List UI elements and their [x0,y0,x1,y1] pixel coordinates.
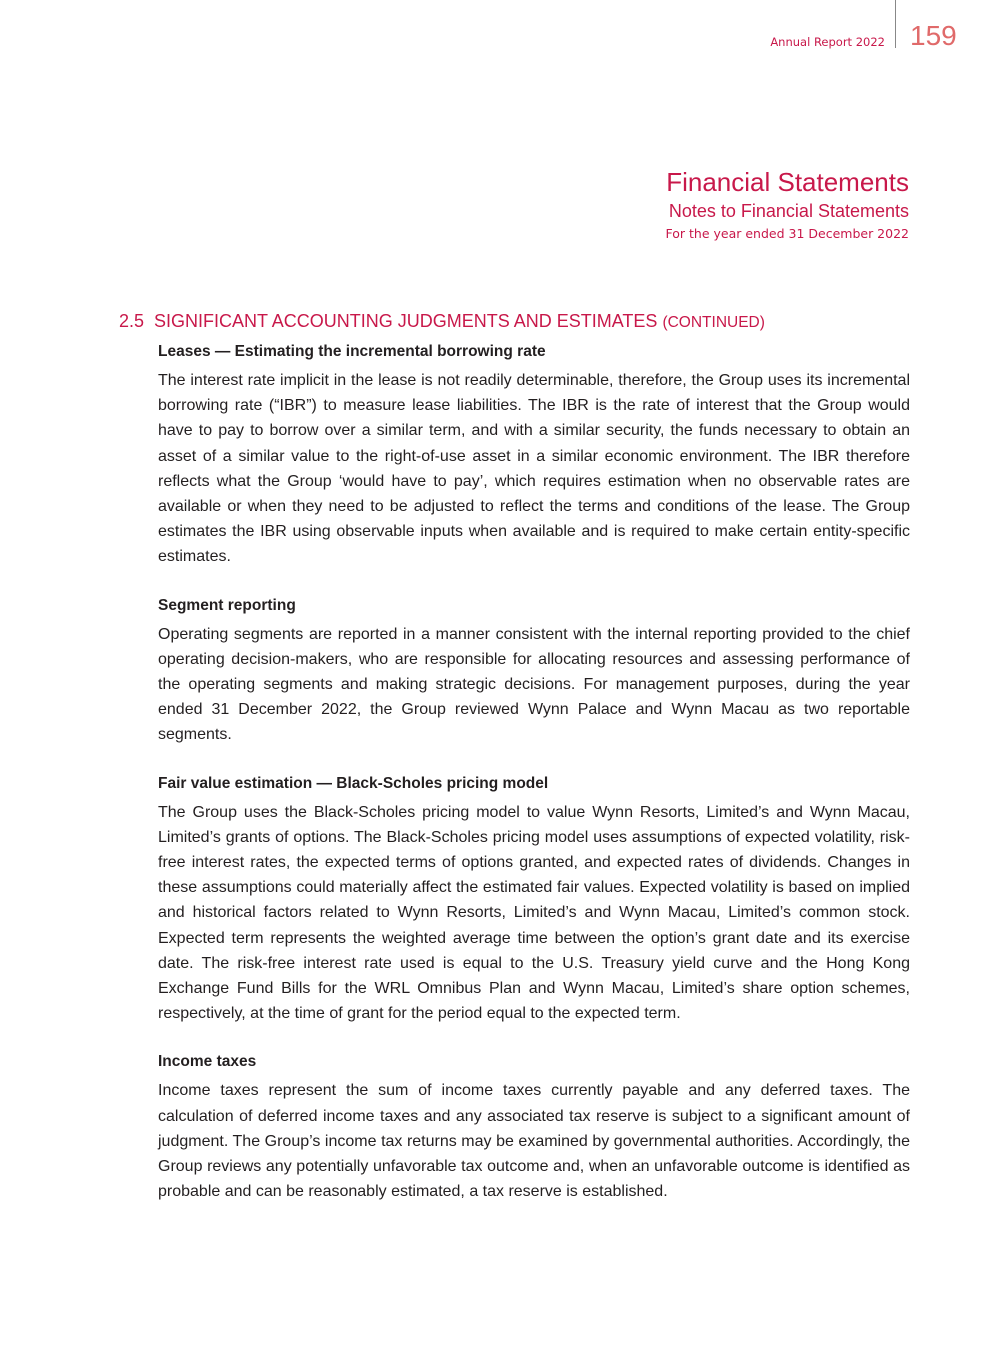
page-titles [666,166,909,244]
page-subtitle: Notes to Financial Statements [668,201,909,221]
subsection-body: Income taxes represent the sum of income taxes currently payable and any deferred taxes. The calculation of deferred income taxes and any associated tax reserve is subject to a significant amount of judgment. The Group’s income tax returns may be examined by governmental authorities. Accordingly, the Group reviews any potentially unfavorable tax outcome and, when an unfavorable outcome is identified as probable and can be reasonably estimated, a tax reserve is established. [158,1082,910,1201]
section-suffix: (CONTINUED) [662,314,765,331]
page-number: 159 [910,20,957,51]
section-title: SIGNIFICANT ACCOUNTING JUDGMENTS AND ESTIMATES [154,311,658,331]
subsection-heading: Fair value estimation — Black-Scholes pricing model [158,774,549,792]
section-heading [119,311,765,332]
section-content [158,341,910,1229]
page-title: Financial Statements [666,167,909,197]
subsection-body: The interest rate implicit in the lease is not readily determinable, therefore, the Group uses its incremental borrowing rate (“IBR”) to measure lease liabilities. The IBR is the rate of interest that the Group would have to pay to borrow over a similar term, and with a similar security, the funds necessary to obtain an asset of a similar value to the right-of-use asset in a similar economic environment. The IBR therefore reflects what the Group ‘would have to pay’, which requires estimation when no observable rates are available or when they need to be adjusted to reflect the terms and conditions of the lease. The Group estimates the IBR using observable inputs when available and is required to make certain entity-specific estimates. [158,372,910,566]
period-label: For the year ended 31 December 2022 [665,226,909,241]
subsection-heading: Segment reporting [158,596,296,614]
header-divider [895,0,896,48]
subsection-heading: Income taxes [158,1053,257,1071]
subsection-body: Operating segments are reported in a manner consistent with the internal reporting provided to the chief operating decision-makers, who are responsible for allocating resources and assessing performance of the operating segments and making strategic decisions. For management purposes, during the year ended 31 December 2022, the Group reviewed Wynn Palace and Wynn Macau as two reportable segments. [158,625,910,744]
subsection-heading: Leases — Estimating the incremental borrowing rate [158,343,546,360]
section-number: 2.5 [119,311,145,331]
report-name: Annual Report 2022 [770,35,885,49]
subsection-body: The Group uses the Black-Scholes pricing model to value Wynn Resorts, Limited’s and Wynn Macau, Limited’s grants of options. The Black-Scholes pricing model uses assumptions of expected volatility, risk-free interest rates, the expected terms of options granted, and expected rates of dividends. Changes in these assumptions could materially affect the estimated fair values. Expected volatility is based on implied and historical factors related to Wynn Resorts, Limited’s and Wynn Macau, Limited’s common stock. Expected term represents the weighted average time between the option’s grant date and its exercise date. The risk-free interest rate used is equal to the U.S. Treasury yield curve and the Hong Kong Exchange Fund Bills for the WRL Omnibus Plan and Wynn Macau, Limited’s share option schemes, respectively, at the time of grant for the period equal to the expected term. [158,803,910,1023]
